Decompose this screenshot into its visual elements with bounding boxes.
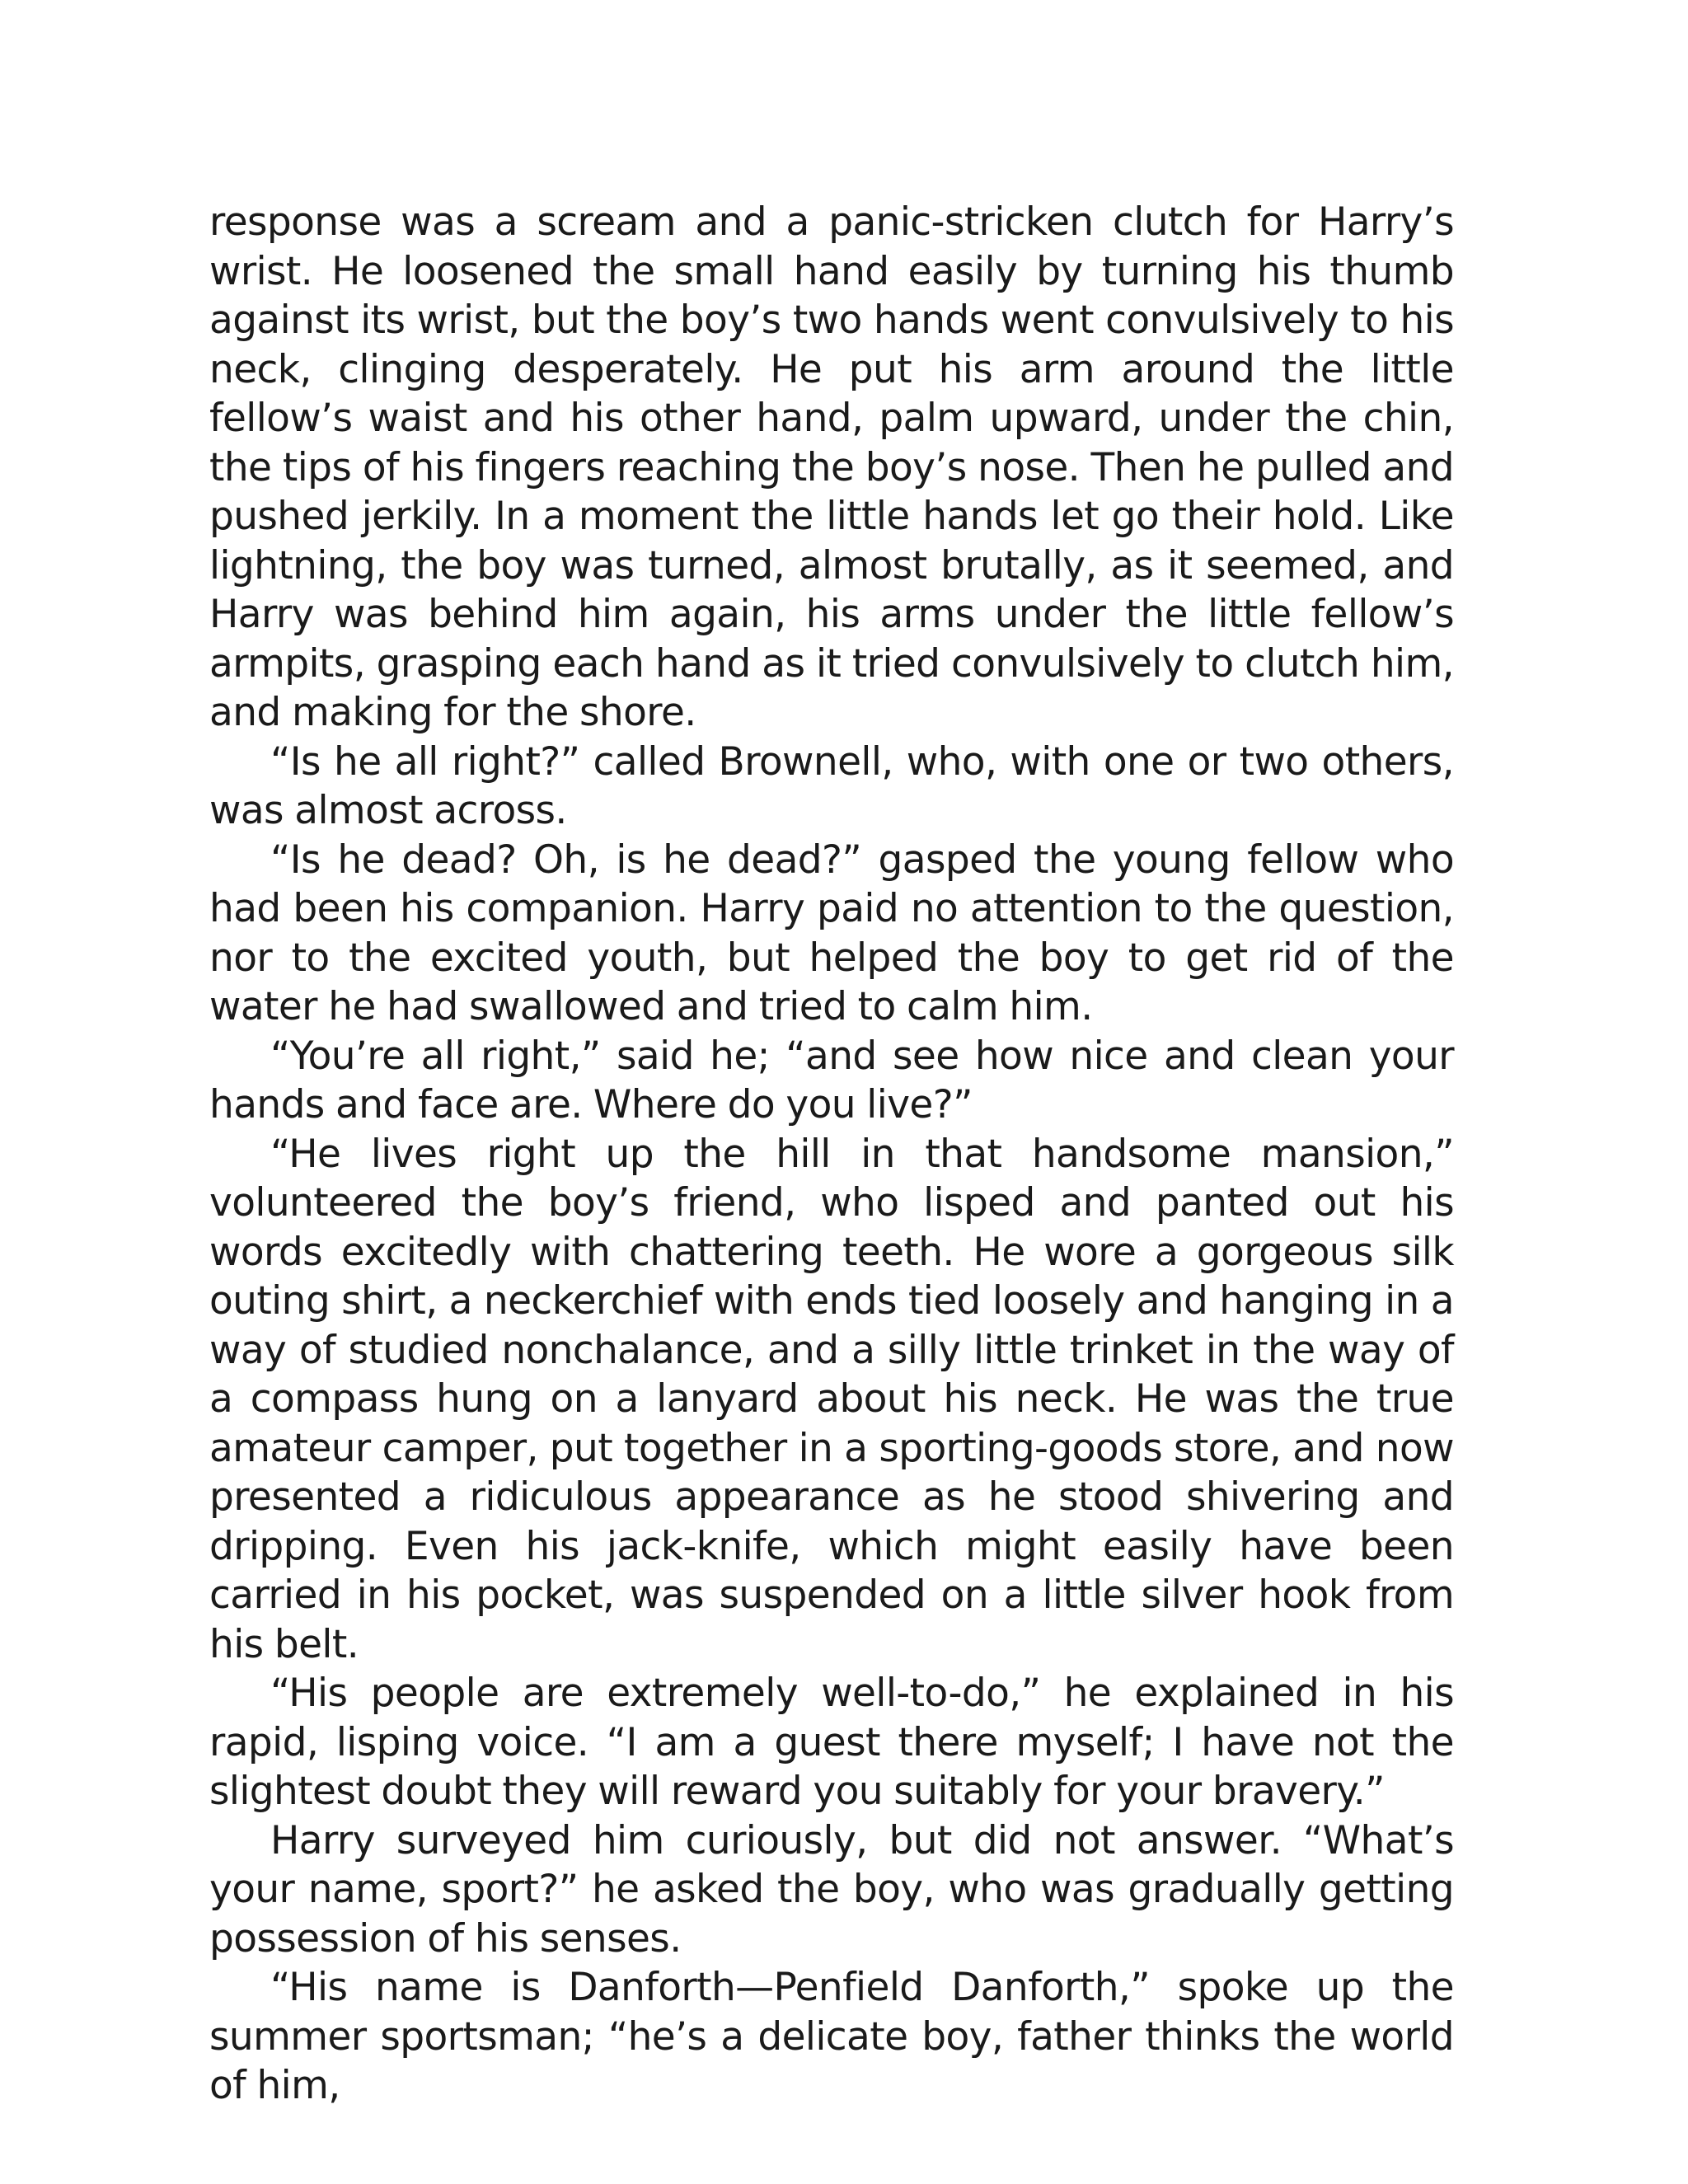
page-text [209, 198, 1454, 2111]
paragraph-5: “He lives right up the hill in that handsome mansion,” volunteered the boy’s friend, who lisped and panted out his words excitedly with chattering teeth. He wore a gorgeous silk outing shirt, a neckerchief with ends tied loosely and hanging in a way of studied nonchalance, and a silly little trinket in the way of a compass hung on a lanyard about his neck. He was the true amateur camper, put together in a sporting-goods store, and now presented a ridiculous appearance as he stood shivering and dripping. Even his jack-knife, which might easily have been carried in his pocket, was suspended on a little silver hook from his belt. [209, 1131, 1454, 1667]
paragraph-4: “You’re all right,” said he; “and see how nice and clean your hands and face are. Where do you live?” [209, 1033, 1454, 1127]
paragraph-2: “Is he all right?” called Brownell, who, with one or two others, was almost across. [209, 738, 1454, 833]
paragraph-6: “His people are extremely well-to-do,” he explained in his rapid, lisping voice. “I am a guest there myself; I have not the slightest doubt they will reward you suitably for your bravery.” [209, 1671, 1454, 1814]
paragraph-7: Harry surveyed him curiously, but did not answer. “What’s your name, sport?” he asked the boy, who was gradually getting possession of his senses. [209, 1817, 1454, 1961]
paragraph-3: “Is he dead? Oh, is he dead?” gasped the young fellow who had been his companion. Harry paid no attention to the question, nor to the excited youth, but helped the boy to get rid of the water he had swallowed and tried to calm him. [209, 837, 1454, 1029]
paragraph-8: “His name is Danforth—Penfield Danforth,” spoke up the summer sportsman; “he’s a delicate boy, father thinks the world of him, [209, 1965, 1454, 2108]
paragraph-1: response was a scream and a panic-stricken clutch for Harry’s wrist. He loosened the small hand easily by turning his thumb against its wrist, but the boy’s two hands went convulsively to his neck, clinging desperately. He put his arm around the little fellow’s waist and his other hand, palm upward, under the chin, the tips of his fingers reaching the boy’s nose. Then he pulled and pushed jerkily. In a moment the little hands let go their hold. Like lightning, the boy was turned, almost brutally, as it seemed, and Harry was behind him again, his arms under the little fellow’s armpits, grasping each hand as it tried convulsively to clutch him, and making for the shore. [209, 199, 1454, 735]
